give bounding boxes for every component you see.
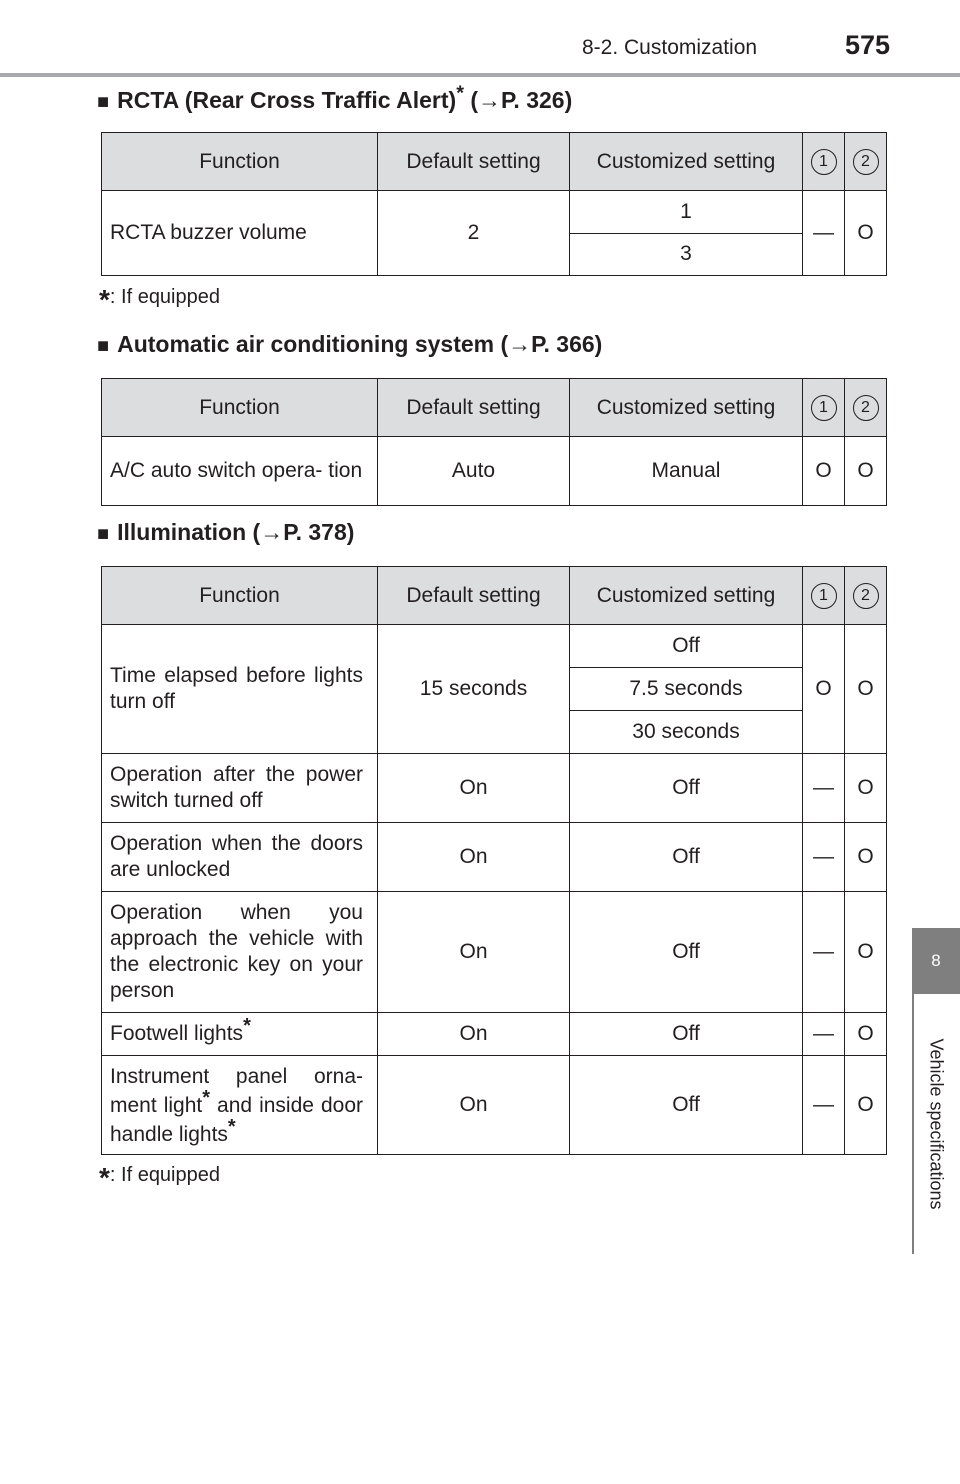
option-cell: Off	[570, 754, 803, 823]
col1-cell: —	[803, 754, 845, 823]
table-header-row	[102, 379, 887, 437]
section-title: 8-2. Customization	[582, 36, 758, 59]
default-cell: On	[378, 892, 570, 1013]
table-row	[102, 625, 887, 668]
circled-1-icon: 1	[811, 149, 837, 175]
table-row	[102, 437, 887, 506]
circled-2-icon: 2	[853, 583, 879, 609]
section-heading-rcta: ■ RCTA (Rear Cross Traffic Alert)* (→P. 326)	[97, 82, 573, 113]
asterisk-mark: *	[243, 1015, 251, 1037]
chapter-tab[interactable]: 8	[912, 928, 960, 994]
asterisk-mark: *	[202, 1086, 211, 1109]
circled-2-icon: 2	[853, 149, 879, 175]
page-header	[0, 0, 960, 80]
col2-cell: O	[845, 1056, 887, 1155]
option-cell: Off	[570, 1013, 803, 1056]
section-heading-illumination: ■ Illumination (→P. 378)	[97, 519, 355, 545]
asterisk-mark: *	[99, 1162, 110, 1193]
col1-cell: —	[803, 1056, 845, 1155]
option-cell: Off	[570, 625, 803, 668]
page-reference: (→P. 326)	[470, 87, 573, 113]
table-row	[102, 1056, 887, 1155]
footnote: *: If equipped	[99, 284, 220, 315]
page-number: 575	[845, 30, 891, 60]
default-cell: On	[378, 823, 570, 892]
col2-cell: O	[845, 754, 887, 823]
asterisk-mark: *	[227, 1115, 236, 1138]
column-header-customized: Customized setting	[570, 133, 803, 191]
col1-cell: —	[803, 191, 845, 276]
column-header-function: Function	[102, 379, 378, 437]
function-cell: Operation when the doors are unlocked	[102, 823, 378, 892]
default-cell: On	[378, 1013, 570, 1056]
table-row	[102, 191, 887, 234]
column-header-default: Default setting	[378, 379, 570, 437]
circled-1-icon: 1	[811, 395, 837, 421]
default-cell: 2	[378, 191, 570, 276]
col1-cell: O	[803, 625, 845, 754]
square-bullet-icon: ■	[97, 91, 110, 113]
asterisk-mark: *	[99, 284, 110, 315]
table-row	[102, 754, 887, 823]
circled-1-icon: 1	[811, 583, 837, 609]
col2-cell: O	[845, 625, 887, 754]
col1-cell: —	[803, 823, 845, 892]
default-cell: Auto	[378, 437, 570, 506]
default-cell: On	[378, 754, 570, 823]
circled-2-icon: 2	[853, 395, 879, 421]
col2-cell: O	[845, 191, 887, 276]
function-cell: A/C auto switch opera- tion	[102, 437, 378, 506]
column-header-default: Default setting	[378, 133, 570, 191]
section-heading-ac: ■ Automatic air conditioning system (→P. 366)	[97, 331, 603, 357]
table-header-row	[102, 567, 887, 625]
table-row	[102, 892, 887, 1013]
col2-cell: O	[845, 823, 887, 892]
column-header-customized: Customized setting	[570, 379, 803, 437]
column-header-2	[845, 567, 887, 625]
option-cell: Off	[570, 892, 803, 1013]
option-cell: Off	[570, 1056, 803, 1155]
option-cell: 1	[570, 191, 803, 234]
option-cell: Off	[570, 823, 803, 892]
column-header-function: Function	[102, 567, 378, 625]
chapter-label: Vehicle specifications	[926, 1038, 947, 1210]
column-header-customized: Customized setting	[570, 567, 803, 625]
square-bullet-icon: ■	[97, 335, 110, 357]
column-header-2	[845, 133, 887, 191]
function-cell: Operation after the power switch turned off	[102, 754, 378, 823]
column-header-2	[845, 379, 887, 437]
column-header-function: Function	[102, 133, 378, 191]
option-cell: Manual	[570, 437, 803, 506]
function-cell: RCTA buzzer volume	[102, 191, 378, 276]
option-cell: 7.5 seconds	[570, 668, 803, 711]
function-cell: Operation when you approach the vehicle with the electronic key on your person	[102, 892, 378, 1013]
function-cell: Time elapsed before lights turn off	[102, 625, 378, 754]
table-row	[102, 823, 887, 892]
col2-cell: O	[845, 1013, 887, 1056]
col1-cell: O	[803, 437, 845, 506]
column-header-default: Default setting	[378, 567, 570, 625]
page-reference: (→P. 366)	[500, 331, 603, 357]
function-cell: Instrument panel orna- ment light* and inside door handle lights*	[102, 1056, 378, 1155]
illumination-table	[101, 566, 887, 1155]
col1-cell: —	[803, 892, 845, 1013]
asterisk-mark: *	[456, 82, 464, 105]
column-header-1	[803, 379, 845, 437]
table-header-row	[102, 133, 887, 191]
ac-table	[101, 378, 887, 506]
page-reference: (→P. 378)	[252, 519, 355, 545]
rcta-table	[101, 132, 887, 276]
footnote: *: If equipped	[99, 1162, 220, 1193]
col2-cell: O	[845, 437, 887, 506]
table-row	[102, 1013, 887, 1056]
option-cell: 30 seconds	[570, 711, 803, 754]
default-cell: 15 seconds	[378, 625, 570, 754]
default-cell: On	[378, 1056, 570, 1155]
column-header-1	[803, 567, 845, 625]
function-cell: Footwell lights*	[102, 1013, 378, 1056]
col2-cell: O	[845, 892, 887, 1013]
header-rule	[0, 73, 960, 77]
square-bullet-icon: ■	[97, 523, 110, 545]
column-header-1	[803, 133, 845, 191]
col1-cell: —	[803, 1013, 845, 1056]
option-cell: 3	[570, 233, 803, 276]
